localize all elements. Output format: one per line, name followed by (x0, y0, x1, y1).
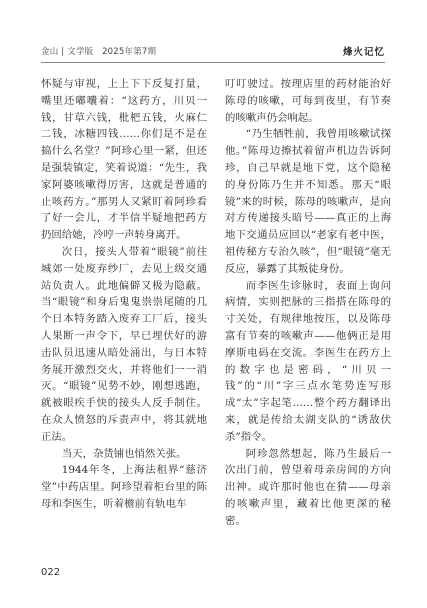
paragraph: 当天，杂货铺也悄然关张。 (61, 447, 187, 460)
column-title: 烽火记忆 (342, 47, 385, 58)
header-divider (41, 62, 385, 63)
paragraph: 怀疑与审视，上上下下反复打量，嘴里还嘟囔着：“这药方，川贝一钱，甘草六钱，枇杷五钱，火麻仁二钱，冰糖四钱……你们是不是在搞什么名堂？”阿珍心里一紧，但还是强装镇定，笑着说道：“先生，我家阿婆咳嗽得厉害，这就是普通的止咳药方。”那男人又紧盯着阿珍看了好一会儿，才半信半疑地把药方扔回给她，冷哼一声转身离开。 (41, 78, 207, 242)
page-number: 022 (41, 567, 61, 578)
paragraph: 阿珍忽然想起，陈乃生最后一次出门前，曾望着母亲房间的方向出神。或许那时他也在猜——母亲的咳嗽声里，藏着比他更深的秘密。 (225, 447, 391, 527)
magazine-issue: 金山 | 文学版 2025年第7期 (41, 47, 157, 57)
paragraph: “乃生牺牲前，我曾用咳嗽试探他。”陈母边擦拭着留声机边告诉阿珍，自己早就是地下党，这个隐秘的身份陈乃生并不知悉。那天“眼镜”来的时候，陈母的咳嗽声，是向对方传递接头暗号——真正的上海地下交通员应回以“老家有老中医，祖传秘方专治久咳”，但“眼镜”毫无反应，暴露了其叛徒身份。 (225, 128, 391, 275)
left-text-column (41, 76, 207, 513)
paragraph: 叮叮驶过。按理店里的药材能治好陈母的咳嗽，可每到夜里，有节奏的咳嗽声仍会响起。 (225, 78, 391, 124)
paragraph: 而李医生诊脉时，表面上询问病情，实则把脉的三指搭在陈母的寸关处，有规律地按压，以及陈母富有节奏的咳嗽声——他俩正是用摩斯电码在交流。李医生在药方上的数字也是密码，“川贝一钱”的“川”字三点水笔势连写形成“太”字起笔……整个药方翻译出来，就是传给太湖支队的“诱敌伏杀”指令。 (225, 279, 391, 443)
paragraph: 1944年冬，上海法租界“慈济堂”中药店里。阿珍望着柜台里的陈母和李医生，听着檐前有轨电车 (41, 464, 207, 510)
paragraph: 次日，接头人带着“眼镜”前往城郊一处废弃纱厂，去见上级交通站负责人。此地偏僻又极为隐蔽。当“眼镜”和身后鬼鬼祟祟尾随的几个日本特务踏入废弃工厂后，接头人果断一声令下，早已埋伏好的游击队员迅速从暗处涌出，与日本特务展开激烈交火，并将他们一一消灭。“眼镜”见势不妙，刚想逃跑，就被眼疾手快的接头人反手制住。在众人愤怒的斥责声中，将其就地正法。 (41, 245, 207, 443)
page-header (0, 0, 427, 60)
right-text-column (225, 76, 391, 530)
